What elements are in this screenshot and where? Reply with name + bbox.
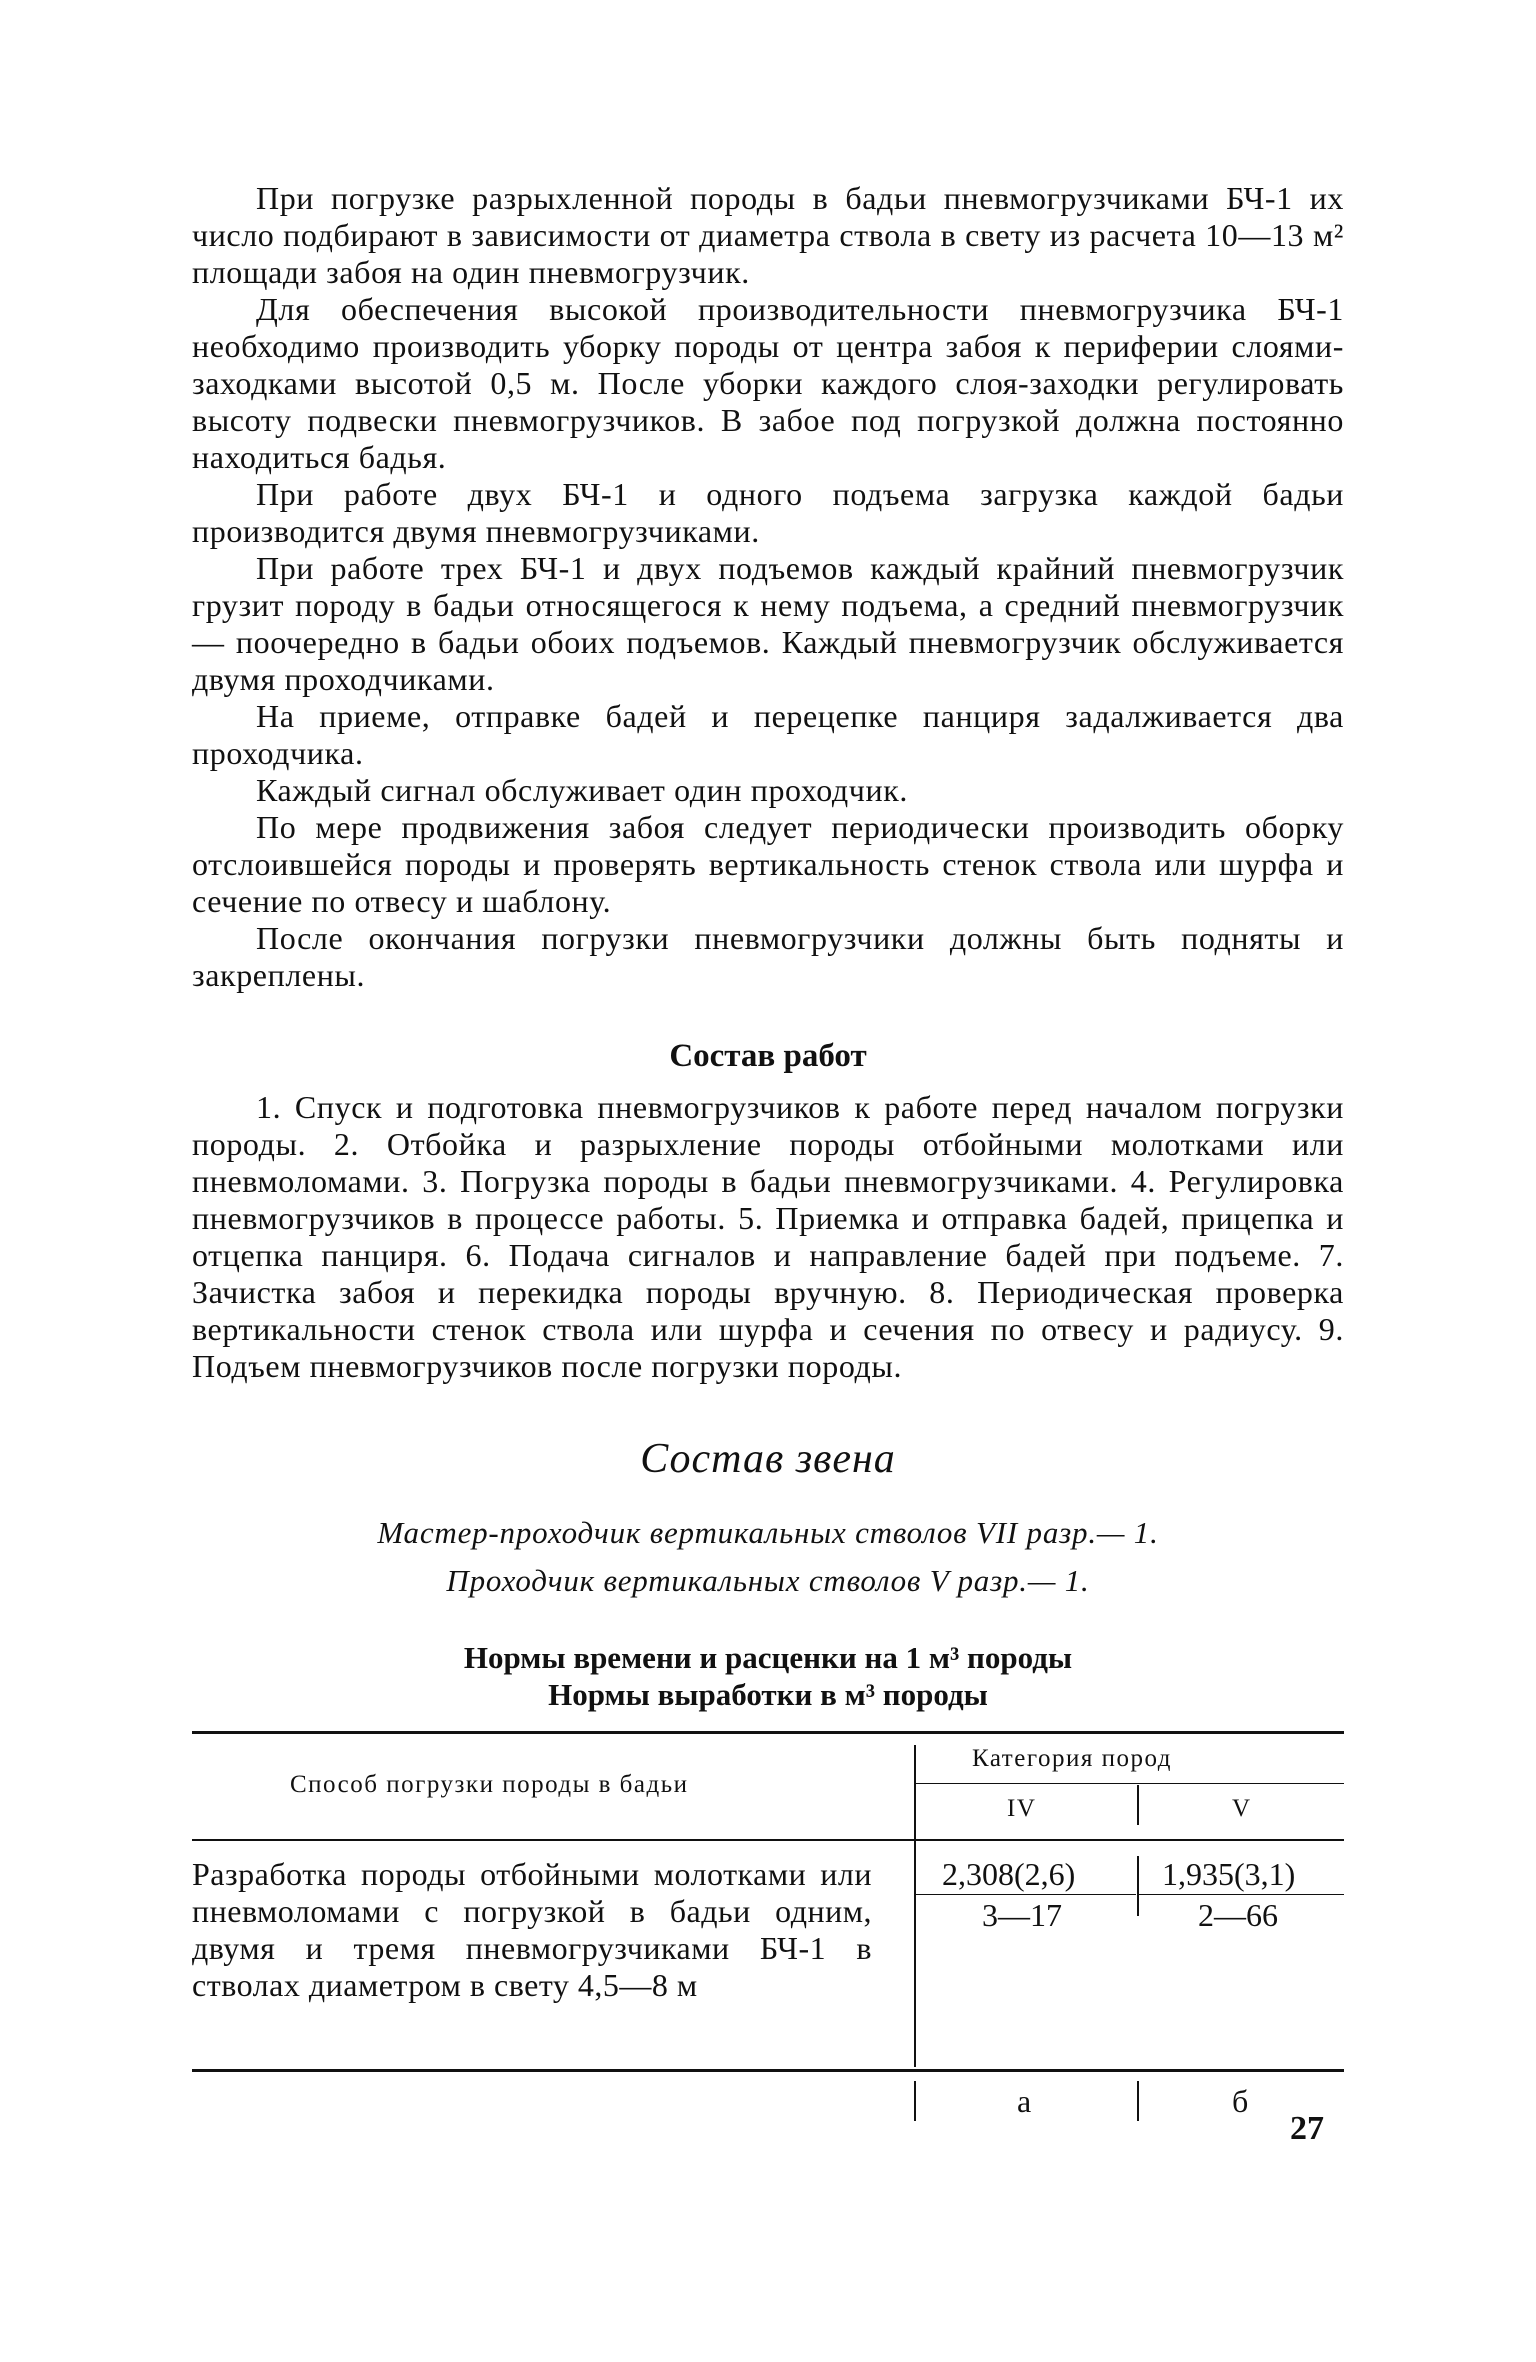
page-number: 27: [1290, 2110, 1324, 2147]
work-section-text: 1. Спуск и подготовка пневмогрузчиков к работе перед началом погрузки породы. 2. Отбойка и разрыхление породы отбойными молотками или пневмоломами. 3. Погрузка породы в бадьи пневмогрузчиками. 4. Регулировка пневмогрузчиков в процессе работы. 5. Приемка и отправка бадей, прицепка и отцепка панциря. 6. Подача сигналов и направление бадей при подъеме. 7. Зачистка забоя и перекидка породы вручную. 8. Периодическая проверка вертикальности стенок ствола или шурфа и сечения по отвесу и радиусу. 9. Подъем пневмогрузчиков после погрузки породы.: [192, 1089, 1344, 1384]
fraction-rule-iv: [916, 1894, 1136, 1895]
crew-line-master: Мастер-проходчик вертикальных стволов VII разр.— 1.: [377, 1515, 1159, 1550]
table-top-rule: [192, 1731, 1344, 1734]
paragraph: При работе двух БЧ-1 и одного подъема загрузка каждой бадьи производится двумя пневмогрузчиками.: [192, 476, 1344, 549]
paragraph: На приеме, отправке бадей и перецепке панциря задалживается два проходчика.: [192, 698, 1344, 771]
paragraph: По мере продвижения забоя следует периодически производить оборку отслоившейся породы и проверять вертикальность стенок ствола или шурфа и сечение по отвесу и шаблону.: [192, 809, 1344, 919]
page-content: [192, 180, 1344, 2151]
paragraph: При работе трех БЧ-1 и двух подъемов каждый крайний пневмогрузчик грузит породу в бадьи относящегося к нему подъема, а средний пневмогрузчик — поочередно в бадьи обоих подъемов. Каждый пневмогрузчик обслуживается двумя проходчиками.: [192, 550, 1344, 697]
norms-table: [192, 1731, 1344, 2151]
crew-line-worker: Проходчик вертикальных стволов V разр.— 1.: [446, 1563, 1090, 1598]
paragraph: Каждый сигнал обслуживает один проходчик.: [256, 772, 908, 808]
v-rate-value: 2—66: [1198, 1897, 1278, 1933]
v-time-value: 1,935(3,1): [1162, 1856, 1296, 1892]
paragraph: При погрузке разрыхленной породы в бадьи пневмогрузчиками БЧ-1 их число подбирают в зависимости от диаметра ствола в свету из расчета 10—13 м² площади забоя на один пневмогрузчик.: [192, 180, 1344, 290]
table-bottom-rule: [192, 2069, 1344, 2072]
footer-b: б: [1232, 2083, 1249, 2119]
header-method: Способ погрузки породы в бадьи: [290, 1771, 689, 1798]
col-divider-1: [914, 1745, 916, 2067]
paragraph: Для обеспечения высокой производительности пневмогрузчика БЧ-1 необходимо производить уборку породы от центра забоя к периферии слоями-заходками высотой 0,5 м. После уборки каждого слоя-заходки регулировать высоту подвески пневмогрузчиков. В забое под погрузкой должна постоянно находиться бадья.: [192, 291, 1344, 475]
header-category: Категория пород: [972, 1745, 1172, 1772]
paragraph: После окончания погрузки пневмогрузчики должны быть подняты и закреплены.: [192, 920, 1344, 993]
header-col-v: V: [1232, 1795, 1252, 1822]
row-description: Разработка породы отбойными молотками или пневмоломами с погрузкой в бадьи одним, двумя и тремя пневмогрузчиками БЧ-1 в стволах диаметром в свету 4,5—8 м: [192, 1856, 872, 2003]
footer-divider-2: [1137, 2081, 1139, 2121]
iv-rate-value: 3—17: [982, 1897, 1062, 1933]
work-section-title: Состав работ: [669, 1038, 867, 1074]
norms-title-line2: Нормы выработки в м³ породы: [548, 1677, 988, 1712]
crew-section-title: Состав звена: [640, 1436, 896, 1482]
category-rule: [916, 1783, 1344, 1784]
col-divider-2b: [1137, 1856, 1139, 1916]
fraction-rule-v: [1139, 1894, 1344, 1895]
table-header-rule: [192, 1839, 1344, 1841]
col-divider-2: [1137, 1785, 1139, 1825]
norms-title-line1: Нормы времени и расценки на 1 м³ породы: [463, 1640, 1073, 1675]
iv-time-value: 2,308(2,6): [942, 1856, 1076, 1892]
norms-title: [192, 1639, 1344, 1713]
footer-a: а: [1017, 2083, 1032, 2119]
footer-divider-1: [914, 2081, 916, 2121]
header-col-iv: IV: [1007, 1795, 1037, 1822]
intro-paragraphs: [192, 180, 1344, 994]
